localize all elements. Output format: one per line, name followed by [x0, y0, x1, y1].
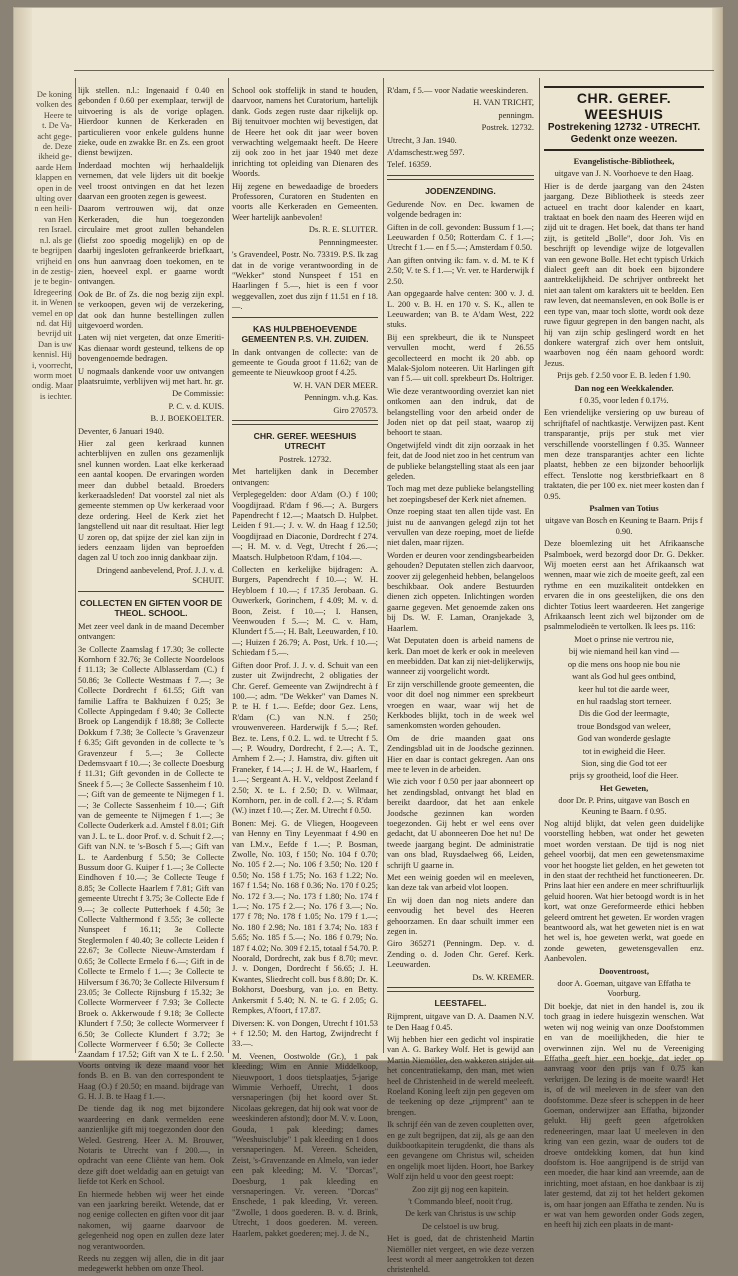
cropped-text-fragment: i, voorrecht, — [32, 360, 73, 370]
left-cropped-column — [32, 90, 72, 1040]
paragraph: Wat Deputaten doen is arbeid namens de kerk. Dan moet de kerk er ook in meeleven en meebidden. Dat kan zij niet-delijkerwijs, wanneer zij voorgelicht wordt. — [387, 636, 534, 677]
cropped-text-fragment: ondig. Maar — [32, 381, 73, 391]
cropped-text-fragment: aarde Hem — [35, 162, 72, 172]
paragraph: Wie zich voor f 0.50 per jaar abonneert op het zendingsblad, ontvangt het blad en bereikt daardoor, dat het aan enkele Joodsche gezinnen kan worden toegezonden. Gij hebt er wel eens over gedacht, dat U abonneeren Doe het nu! De tweede jaargang begint. De administratie van ons blad, Ruysdaelweg 66, Leiden, schrijft U gaarne in. — [387, 777, 534, 870]
column-4 — [544, 86, 705, 1230]
poem-line: God van wonderde geslagte — [577, 734, 671, 744]
paragraph: Bonen: Mej. G. de Vliegen, Hoogeveen van Henny en Tiny Leyenmaat f 4.90 en van I.M.v., Eefde f 1.—; P. Bosman, Zwolle, No. 103, f 150; No. 104 f 0.70; No. 105 f 2.—; No. 106 f 3.50; No. 120 f 0.50; No. 158 f 1.75; No. 163 f 1.22; No. 167 f 1.54; No. 168 f 0.36; No. 170 f 0.25; No. 172 f 3.—; No. 173 f 1.80; No. 174 f 1.—; No. 175 f 2.—; No. 176 f 3.—; No. 177 f 78; No. 178 f 1.05; No. 179 f 1.—; No. 180 f 2.98; No. 181 f 3.74; No. 183 f 5.65; No. 185 f 5.—; No. 186 f 0.79; No. 187 f 4.02; No. 309 f 2.15, totaal f 54.70. P. Noorald, Dordrecht, zak bus f 8.70; mevr. J. v. Dongen, Dordrecht f 56.65; J. H. Kwantes, Sliedrecht coll. bus f 8.80; Dr. K. Bokhorst, Doesburg, van j.o. en Betty. Ankersmit f 5.40; N. N. te G. f 2.05; G. Rempkes, A'foort, f 17.87. — [232, 818, 378, 1016]
cropped-text-fragment: ren Israel. — [38, 225, 72, 235]
paragraph: Ik schrijf één van de zeven coupletten over, en ge zult begrijpen, dat zij, als ge aan den duikbootkapitein terugdenkt, die thans als een gevangene om Christus wil, scheiden en ongelijk moet lijden. Hoort, hoe Barkey Wolf zijn held u voor den geest roept: — [387, 1120, 534, 1182]
paragraph: Aan giften ontving ik: fam. v. d. M. te K f 2.50; V. te S. f 1.—; Vr. ver. te Harderwijk f 2.50. — [387, 255, 534, 286]
book-title: Dan nog een Weekkalender. — [574, 383, 674, 393]
binding-shadow — [14, 8, 32, 1060]
paragraph: Deze bloemlezing uit het Afrikaansche Psalmboek, werd bezorgd door Dr. G. Dekker. Wij moeten eerst aan het Afrikaansch wat wennen, maar wie zich de moeite geeft, zal een rythme en een muzikaliteit ontdekken en ervaren die in ons geestelijken, die ons den dichter Totius leert waardeeren. Het zangerige Afrikaansch leent zich wel bijzonder om de psalmmelodieën te vertolken. Ik lees ps. 116: — [544, 539, 704, 632]
cropped-text-fragment: vemel en op — [32, 308, 73, 318]
paragraph: Aan opgegaarde halve centen: 300 v. J. d. L. 200 v. B. H. en 170 v. S. K., allen te Leeuwarden; van B. te A'dam West, 222 stuks. — [387, 289, 534, 330]
paragraph: En wij doen dan nog niets andere dan eenvoudig het bevel des Heeren gehoorzamen. En daar schuilt immer een zegen in. — [387, 895, 534, 937]
column-3 — [387, 86, 534, 1275]
paragraph: Ongetwijfeld vindt dit zijn oorzaak in het feit, dat de Jood niet zoo in het centrum van de publieke belangstelling staat als een jaar geleden. — [387, 440, 534, 481]
paragraph: 3e Collecte Zaamslag f 17.30; 3e collecte Kornhorn f 32.76; 3e Collecte Noordeloos f 11.13; 3e Collecte Alblasserdam (C.) f 50.86; 3e Collecte Westmaas f 7.—; 3e Collecte Dordrecht f 61.55; Gift van familie Laffra te Bakhuizen f 0.25; 3e Collecte Appingedam f 9.40; 3e Collecte Broek op Langendijk f 18.88; 3e Collecte Dokkum f 7.38; 3e Collecte 's Gravenzeur f 6.35; Gift gevonden in de collecte te 's Gravenzeur f 5.—; 3e Collecte Dedemsvaart f 10.—; 3e collecte Doesburg f 11.31; Gift gevonden in de Collecte te Sneek f 5.—; 3e Collecte Sassenheim f 10.—; Gift van de gemeente te Nijmegen f 1.—; 3e Collecte Sassenheim f 10.—; Gift van de gemeente te Nijmegen f 1.—; 3e Collecte Ouderkerk a.d. Amstel f 8.01; Gift van J. L. te L. door Prof. v. d. Schuit f 2.—; Gift van N.N. te 's-Bosch f 5.—; Gift van L. te Aardenburg f 5.50; 3e Collecte Bussum door G. Kuiper f 1.—; 3e Collecte Eindhoven f 10.—; 3e Collecte Teuge f 8.85; 3e Collecte Haarlem f 7.81; Gift van gemeente Utrecht f 3.75; 3e Collecte Ede f 9.—; 3e collecte Putterhoek f 4.50; 3e Collecte Valthermond f 3.55; 3e collecte Nunspeet f 16.11; 3e Collecte Steglermolen f 40.40; 3e collecte Leiden f 22.67; 3e Collecte Nieuw-Amsterdam f 0.65; 3e Collecte Ermelo f 6.—; Gift in de Collecte te Ermelo f 1.—; 3e Collecte te Hilversum f 36.70; 3e Collecte Hilversum f 23.05; 3e Collecte Rijnsburg f 15.32; 3e Collecte Wormerveer f 7.93; 3e Collecte Broek o. Akkerwoude f 9.18; 3e Collecte Klundert f 7.50; 3e collecte Wormerveer f 6.50; 3e Collecte Klundert f 3.72; 3e Collecte Wormerveer f 6.50; 3e Collecte Zaandam f 17.52; Gift van X te L. f 2.50. Voorts ontving ik deze maand voor het fonds B. en B. van den correspondent te Haag (O.) f 20.50; en maand. bijdrage van G. H. J. B. te Haag f 1.—. — [78, 644, 225, 1101]
paragraph: Om de drie maanden gaat ons Zendingsblad uit in de Joodsche gezinnen. Hier en daar is contact gekregen. Aan ons mee te leven in de arbeiden. — [387, 733, 534, 774]
advertisement-tagline: Gedenkt onze weezen. — [570, 134, 678, 145]
paragraph: Er zijn verschillende groote gemeenten, die voor dit doel nog nimmer een sprekbeurt vroegen en waar, waar wij het de Kerkbodes blijkt, toch in de week wel samenkomsten worden gehouden. — [387, 679, 534, 731]
cropped-text-fragment: je te begin- — [34, 277, 72, 287]
section-heading: JODENZENDING. — [425, 185, 496, 196]
paragraph: Collecten en kerkelijke bijdragen: A. Burgers, Papendrecht f 10.—; W. H. Heybloem f 10.—; f 17.35 Jerobaan. G. Ouwerkerk, Gorinchem, f 4.09; M. v. d. Boon, Zeist. f 10.—; I. Hansen, Veenwouden f 5.—; M. C. v. Ham, Klundert f 5.—; H. Balt, Leeuwarden, f 10.—; Huizen f 26.79; A. Post, Urk. f 10.—; Schiedam f 5.—. — [232, 565, 378, 658]
column-rule — [383, 78, 384, 1053]
book-publisher: door Dr. P. Prins, uitgave van Bosch en Keuning te Baarn. f 0.95. — [558, 796, 690, 816]
paragraph: Wij hebben hier een gedicht vol inspiratie van A. G. Barkey Wolf. Het is gewijd aan Martin Niemöller, den wakkeren strijder uit het concentratiekamp, den man, met wien heel de Christenheid in de wereld meeleeft. Roeland Koning leeft zijn pen gegeven om de teekening op deze „rijmprent" aan te brengen. — [387, 1034, 534, 1117]
cropped-text-fragment: te begrijpen — [32, 246, 72, 256]
signature-role: Penningm. v.h.g. Kas. — [304, 393, 378, 403]
divider — [387, 175, 534, 180]
paragraph: Een vriendelijke versiering op uw bureau of schrijftafel of nachtkastje. Verwijzen past. Kent transparantje, prijs per stuk met vier verschillende voorstellingen f 0.35. Wanneer men deze transparantjes achter een lichte plaatst, hebben ze een bijzonder behoorlijk effect. Tenslotte nog kerstbriefkaart en 8 traktaten, die per 100 ex. niet meer kosten dan f 0.95. — [544, 408, 704, 501]
address-line: Utrecht, 3 Jan. 1940. — [387, 135, 457, 145]
price-line: Prijs geb. f 2.50 voor E. B. leden f 1.90. — [557, 371, 691, 381]
book-title: Psalmen van Totius — [589, 504, 659, 513]
page-edge — [712, 8, 722, 1060]
poem-line: 't Commando bleef, nooit t'rug. — [408, 1197, 513, 1206]
paragraph: U nogmaals dankende voor uw ontvangen plaatsruimte, verblijven wij met hart. hr. gr. — [78, 366, 224, 386]
paragraph: Wie deze verantwoording overziet kan niet ontkomen aan den indruk, dat de belangstelling voor den arbeid onder de Joden niet op dat peil staat, waarop zij behoort te staan. — [387, 386, 534, 438]
cropped-text-fragment: ulting over — [35, 194, 72, 204]
column-rule — [539, 78, 540, 1053]
book-publisher: uitgave van Bosch en Keuning te Baarn. Prijs f 0.90. — [545, 516, 703, 536]
poem-line: tot in ewigheid die Heer. — [582, 746, 666, 756]
cropped-text-fragment: n een heili- — [34, 204, 72, 214]
cropped-text-fragment: kennisl. Hij — [32, 350, 72, 360]
paragraph: In dank ontvangen de collecte: van de gemeente te Gouda groot f 11.62; van de gemeente te Nieuwkoop groot f 4.25. — [232, 347, 378, 378]
book-publisher: door A. Goeman, uitgave van Effatha te Voorburg. — [557, 979, 691, 999]
poem-line: Dis die God der leermagte, — [578, 709, 670, 719]
column-rule — [75, 78, 76, 1053]
poem-line: De celstoel is uw brug. — [422, 1221, 499, 1231]
poem-line: keer hul tot die aarde weer, — [578, 684, 670, 694]
column-2 — [232, 86, 378, 1238]
poem-line: Moet o prinse nie vertrou nie, — [574, 634, 674, 644]
paragraph: Worden er deuren voor zendingsbearbeiden gehouden? Deputaten stellen zich daarvoor, zoover zij gelegenheid hebben, belangeloos beschikbaar. Ook andere Bestuurden dienen zich oppeten. Inlichtingen worden gaarne gegeven. Met genoemde zaken ons bij Ds. W. F. Laman, Oranjekade 3, Haarlem. — [387, 550, 534, 633]
paragraph: Reeds nu zeggen wij allen, die in dit jaar medegewerkt hebben om onze Theol. — [78, 1254, 224, 1274]
paragraph: R'dam, f 5.— voor Nadatie weeskinderen. — [387, 86, 529, 95]
divider — [232, 317, 378, 318]
address-line: A'damschestr.weg 597. — [387, 148, 465, 158]
paragraph: Giften door Prof. J. J. v. d. Schuit van een zuster uit Zwijndrecht, 2 obligaties der Chr. Geref. Gemeente van Zwijndrecht à f 100.—; adm. "De Wekker" van Dames N. P. te H. f 1.—. Eefde; door Gez. Lens, R'dam (C.) van N.N. f 250; vrouwenvereen. Harderwijk f 5.—; Ref. Bez. te. Lens, f 0.2. L. wd. te Utrecht f 5.—; P. Woudry, Dordrecht, f 2.—; A. T., Arnhem f 2.—; J. Hamstra, div. giften uit Franeker, f 14.—; J. H. de W., Haarlem, f 1.—; Sergeant A. H. V., veldpost Zeeland f 2.50; X. te L. f 2.50; D. v. Wilmaar, Kornhorn, per. in de coll. f 2.—; S. R'dam (W.) inzet f 10.—; Zer. M. Utrecht f 0.50. — [232, 660, 378, 816]
cropped-text-fragment: De koning — [36, 90, 72, 99]
book-title: Evangelistische-Bibliotheek, — [573, 157, 675, 166]
cropped-text-fragment: Heere te — [43, 110, 72, 120]
paragraph: Nog altijd blijkt, dat velen geen duidelijke voorstelling hebben, wat onder het geweten moet worden verstaan. De tijd is nog niet geheel voorbij, dat men een gewetensmaxime voor het hoogste liet gelden, en het geweten tot in den staat der rechtheid het functioneeren. Dr. Prins laat hier een andere en meer schriftuurlijk geluid hooren. Wat hier betoogd wordt is in het kort, wat onze Gereformeerde ethici hebben geleerd omtrent het geweten. Er worden vragen beantwoord als, wat het geweten niet is en wat het wel is, hoe geweten werkt, wat goede en zonde geweten, gewetensgevallen enz. Aanbevolen. — [544, 818, 704, 964]
poem-line: Zoo zijt gij nog een kapitein. — [412, 1184, 509, 1194]
paragraph: Laten wij niet vergeten, dat onze Emeriti-Kas dienaar wordt gesteund, telkens de op bovengenoemde bedragen. — [78, 333, 224, 364]
signature: Dringend aanbevelend, Prof. J. J. v. d. SCHUIT. — [96, 565, 224, 586]
cropped-text-fragment: Dan is uw — [38, 339, 72, 349]
poem-line: troue Bondsgod van weleer, — [577, 721, 671, 731]
book-title: Het Geweten, — [599, 783, 649, 793]
column-1 — [78, 86, 225, 1274]
paragraph: De tiende dag ik nog met bijzondere waardeering en dank vermelden eene aanzienlijke gift mij toegezonden door den Weled. Gestreng. Heer A. M. Brouwer, Notaris te Utrecht van f 200.—, in opdracht van eene Cliënte van hem. Ook deze gift doet weldadig aan en getuigt van liefde tot Kerk en School. — [78, 1104, 224, 1187]
signature: H. VAN TRICHT, — [473, 98, 534, 108]
poem-line: De kerk van Christus is uw schip — [405, 1209, 516, 1219]
paragraph: Diversen: K. von Dongen, Utrecht f 101.53 + f 12.50; M. den Hartog, Zwijndrecht f 33.—. — [232, 1018, 378, 1049]
cropped-text-fragment: Idregeering — [33, 287, 72, 297]
paragraph: En hiermede hebben wij weer het einde van een jaarkring bereikt. Wetende, dat er nog eenige collecten en giften voor dit jaar nakomen, wij gaarne daarvoor de gelegenheid nog open en zullen deze later nog verantwoorden. — [78, 1189, 224, 1251]
price-line: f 0.35, voor leden f 0.17½. — [579, 395, 669, 405]
paragraph: School ook stoffelijk in stand te houden, daarvoor, namens het Curatorium, hartelijk dank. Gods zegen ruste daar rijkelijk op. Bij tenuitvoer mochten wij bevestigen, dat de Heere het ook dit jaar weer boven verwachting welgemaakt heeft. De Heere zij ook zoo in het jaar 1940 met deze inrichting tot opleiding van Dienaren des Woords. — [232, 86, 378, 179]
newspaper-page — [14, 8, 722, 1275]
paragraph: Verplegegelden: door A'dam (O.) f 100; Voogdijraad. R'dam f 96.—; A. Burgers Papendrecht f 12.—; Maatsch D. Hulpbet. Leiden f 91.—; J. v. W. dn Haag f 12.50; Voogdijraad en Diaconie, Dordrecht f 274.—; H. M. v. d. Vegt, Utrecht f 26.—; Maatsch. Hulpbetoon R'dam, f 104.—. — [232, 490, 378, 562]
cropped-text-fragment: bevrijd uit — [37, 329, 72, 339]
paragraph: Hij zegene en bewedaadige de broeders Professoren, Curatoren en Studenten en voorts alle Kerkeraden en Gemeenten. Weer hartelijk aanbevolen! — [232, 181, 378, 222]
signature: Ds. R. E. SLUITER. — [308, 225, 378, 235]
cropped-text-fragment: it. in Wenen — [32, 298, 73, 308]
paragraph: 's Gravendeel, Postr. No. 73319. P.S. Ik zag dat in de vorige verantwoording in de "Wekker" stond Nunspeet f 151 en Haarlingen f 5.—, hiet is een f voor weggevallen, zoet dus zijn f 11.51 en f 18.—. — [232, 250, 378, 312]
paragraph: Gedurende Nov. en Dec. kwamen de volgende bedragen in: — [387, 199, 534, 220]
cropped-text-fragment: de. Deze — [42, 142, 72, 152]
cropped-text-fragment: worm moet — [33, 370, 72, 380]
paragraph: Het is goed, dat de christenheid Martin Niemöller niet vergeet, en wie deze verzen leest wordt al meer aangetrokken tot dezen christenheld. — [387, 1234, 534, 1275]
paragraph: M. Veenen, Oostwolde (Gr.), 1 pak kleeding; Wim en Annie Middelkoop, Nieuwpoort, 1 doos tietsplaatjes, 5-jarige Wimmie Verhoeff, Utrecht, 1 doos versnaperingen (bij het koord over St. Nicolaas gekregen, dat hij ook wat voor de weeskinderen afstond); door M. V. v. Loon, Gouda, 1 pak kleeding; dames "Weeshuisclubje" 1 pak kleeding en 1 doos versnaperingen. M. Vereen. Scheiden, Zeist, 's-Gravenzande en Almelo, van ieder een pak kleeding; M. V. "Dorcas", Doesburg, 1 pak kleeding en versnaperingen. Vr. vereen. "Dorcas" Enschede, 1 pak kleeding, Vr. vereen. "Zwolle, 1 doos goederen. B. v. d. Brink, Utrecht, 1 doos goederen. M. vereen. Haarlem, pakket goederen; mej. J. de N., — [232, 1051, 378, 1238]
cropped-text-fragment: nd. dat Hij — [36, 318, 72, 328]
cropped-text-fragment: klappen en — [35, 173, 72, 183]
paragraph: Daarom vertrouwen wij, dat onze Kerkeraden, die hun toegezonden circulaire met groot zullen behandelen (liefst zoo spoedig mogelijk) en op de daarbij ingesloten gefrankeerde briefkaart, ons hun aanvraag doen toekomen, en te zien, hoeveel expl. er gaarne wordt ontvangen. — [78, 204, 224, 287]
section-heading: KAS HULPBEHOEVENDE GEMEENTEN P.S. V.H. ZUIDEN. — [241, 323, 369, 344]
place-date: Deventer, 6 Januari 1940. — [78, 426, 164, 436]
poem-line: en hul raadslag stort terneer. — [576, 696, 672, 706]
paragraph: Giften in de coll. gevonden: Bussum f 1.—; Leeuwarden f 0.50; Rotterdam C. f 1.—; Utrecht f 1.— en f 5.—; Amsterdam f 0.50. — [387, 222, 534, 253]
poem-line: prijs sy grootheid, loof die Heer. — [569, 771, 679, 781]
cropped-text-fragment: open in de — [37, 183, 72, 193]
signature: B. J. BOEKOELTER. — [150, 414, 224, 424]
postrek: Postrek. 12732. — [278, 454, 332, 464]
cropped-text-fragment: vrijheid en — [35, 256, 72, 266]
paragraph: Ook de Br. of Zs. die nog bezig zijn expl. te verkoopen, geven wij de verzekering, dat ook dan hunne bestellingen zullen uitgevoerd worden. — [78, 289, 224, 330]
paragraph: Met een weinig goeden wil en meeleven, kan deze tak van arbeid vlot loopen. — [387, 873, 534, 893]
paragraph: Hier zal geen kerkraad kunnen achterblijven en zullen ons gezamenlijk snel kunnen worden. Laat elke kerkeraad een aantal koopen. De ervaringen worden meer dan dubbel betaald. Broeders kerkeraadsleden! Dat voorstel zal niet als gemeente stemmen op Uw kerkeraad voor deze ordering. Heel de Kerk ziet het langstellend uit naar dit resultaat. Hier legt U zoren op, dat spijze der ziel kan zijn in ieders eenzaam lijden van beproefden dagen zal U toch zoo innig dankbaar zijn. — [78, 439, 224, 563]
paragraph: Met hartelijken dank in December ontvangen: — [232, 467, 378, 487]
cropped-text-fragment: acht gege- — [37, 131, 72, 141]
poem-line: bij wie niemand heil kan vind — — [568, 647, 680, 657]
address-line: Telef. 16359. — [387, 160, 432, 170]
book-title: Dooventroost, — [599, 966, 649, 976]
signature-role: Pennningmeester. — [318, 237, 378, 247]
paragraph: Dit boekje, dat niet in den handel is, zou ik toch graag in iedere huisgezin wenschen. Wat weten wij nog weinig van onze Doofstommen en van de moeilijkheden, die hier te overwinnen zijn. Wel nu de Vereeniging Effatha geeft hier een boekje, dat ieder op aanvraag voor den prijs van f 0.75 kan verkrijgen. De lezing is de moeite waard! Het is, of de wil meeleven in de sfeer van den doofstomme. Deze sfeer is scheppen in de heer Goeman, onderwijzer aan Effatha, bijzonder gelukt. Hij geeft geen afgetrokken redeneeringen, maar laat U meeleven in den kring van een gezin, waar de ouders tot de droeve ontdekking komen, dat hun kind doofstom is. Hoe aangrijpend is de strijd van een moeder, die haar kind aan vreemde, aan de inrichting, moet afstaan, en hoe dankbaar is zij later gestemd, dat zij tot het heldert gekomen is, om haar jongen aan Effatha te zenden. Nu is er wat van hem geworden onder Gods zegen, en heeft hij zich een plaats in de mant- — [544, 1001, 704, 1230]
postrek: Postrek. 12732. — [481, 123, 534, 133]
book-entry: Rijmprent, uitgave van D. A. Daamen N.V. te Den Haag f 0.45. — [387, 1012, 534, 1032]
paragraph: Hier is de derde jaargang van den 24sten jaargang. Deze Bibliotheek is steeds zeer actueel en tracht door kalender en kaart, traktaat en boek den naam des Heeren wijd en zijd uit te dragen. Het boek, dat thans ter hand zijt, is getiteld „Bolle", door Joh. Vis en beschrijft op levendige wijze de lotgevallen van een gewone Bolle. Het echt typisch Urkich dialect geeft aan dit boek een bijzondere aantrekkelijkheid. De schrijver ontbreekt het niet aan talent om karakters uit te beelden. Een raw leven, dat neemansleven, en ook Bolle is er een type van, maar toch slotte, wordt ook deze ruwe figuur gegrepen in den bangen nacht, als hij van zijn schip geslingerd wordt en het donkere watergraf zich over hem ontsluit, waarboven nog één naam gehoord wordt: Jezus. — [544, 181, 705, 368]
paragraph: Giro 365271 (Penningm. Dep. v. d. Zending o. d. Joden Chr. Geref. Kerk. Leeuwarden. — [387, 939, 534, 970]
cropped-text-fragment: van Hen — [43, 214, 72, 224]
poem-line: Sion, sing die God tot eer — [581, 758, 667, 768]
paragraph: Toch mag met deze publieke belangstelling het zoepingsbesef der Kerk niet afnemen. — [387, 484, 534, 504]
poem-line: op die mens ons hoop nie bou nie — [567, 659, 681, 669]
cropped-text-fragment: in de zestig- — [32, 266, 73, 276]
divider — [387, 987, 534, 992]
advertisement-box — [544, 86, 704, 151]
cropped-text-fragment: is iechter. — [39, 391, 72, 401]
book-publisher: uitgave van J. N. Voorhoeve te den Haag. — [554, 169, 694, 179]
paragraph: Met zeer veel dank in de maand December ontvangen: — [78, 621, 224, 642]
section-heading: LEESTAFEL. — [434, 998, 487, 1009]
cropped-text-fragment: t. De Va- — [42, 121, 72, 131]
top-rule — [74, 70, 714, 71]
giro-number: Giro 270573. — [333, 405, 378, 415]
paragraph: Onze roeping staat ten allen tijde vast. En juist nu de aanvangen gelegd zijn tot het vervullen van deze roeping, moet de liefde niet dalen, maar rijzen. — [387, 507, 534, 548]
signature: P. C. v. d. KUIS. — [168, 401, 224, 411]
cropped-text-fragment: n.l. als ge — [39, 235, 72, 245]
paragraph: Bij een sprekbeurt, die ik te Nunspeet vervullen mocht, werd f 26.55 gecollecteerd en mocht ik 20 abb. op Malak-Sjolom noteeren. Uit Harlingen gift van f 5.— uit coll. sprekbeurt Ds. Holtriger. — [387, 332, 534, 384]
divider — [78, 591, 224, 592]
signature: Ds. W. KREMER. — [472, 972, 534, 982]
section-heading: CHR. GEREF. WEESHUIS UTRECHT — [253, 430, 357, 451]
advertisement-subtitle: Postrekening 12732 - UTRECHT. — [547, 122, 701, 133]
section-heading: COLLECTEN EN GIFTEN VOOR DE THEOL. SCHOOL. — [79, 597, 223, 618]
column-rule — [228, 78, 229, 1053]
cropped-text-fragment: ikheid ge- — [38, 152, 72, 162]
paragraph: Inderdaad mochten wij herhaaldelijk vernemen, dat vele lijders uit dit boekje veel troost ontvingen en dat het lezen daarvan een grooten zegen is geweest. — [78, 160, 224, 202]
advertisement-title: CHR. GEREF. WEESHUIS — [576, 90, 672, 122]
poem-line: want als God hul gees ontbind, — [572, 672, 676, 682]
signature: W. H. VAN DER MEER. — [293, 380, 378, 390]
signature-role: penningm. — [498, 110, 534, 120]
divider — [232, 420, 378, 425]
signature: De Commissie: — [172, 389, 224, 399]
paragraph: lijk stellen. n.l.: Ingenaaid f 0.40 en gebonden f 0.60 per exemplaar, terwijl de uitvoering is als de vorige oplagen. Hierdoor kunnen de Kerkeraden en particulieren voor enkele guldens hunne zieke, oude en zwakke Br. en Zs. een groot dienst bewijzen. — [78, 86, 224, 158]
cropped-text-fragment: volken des — [35, 100, 72, 110]
